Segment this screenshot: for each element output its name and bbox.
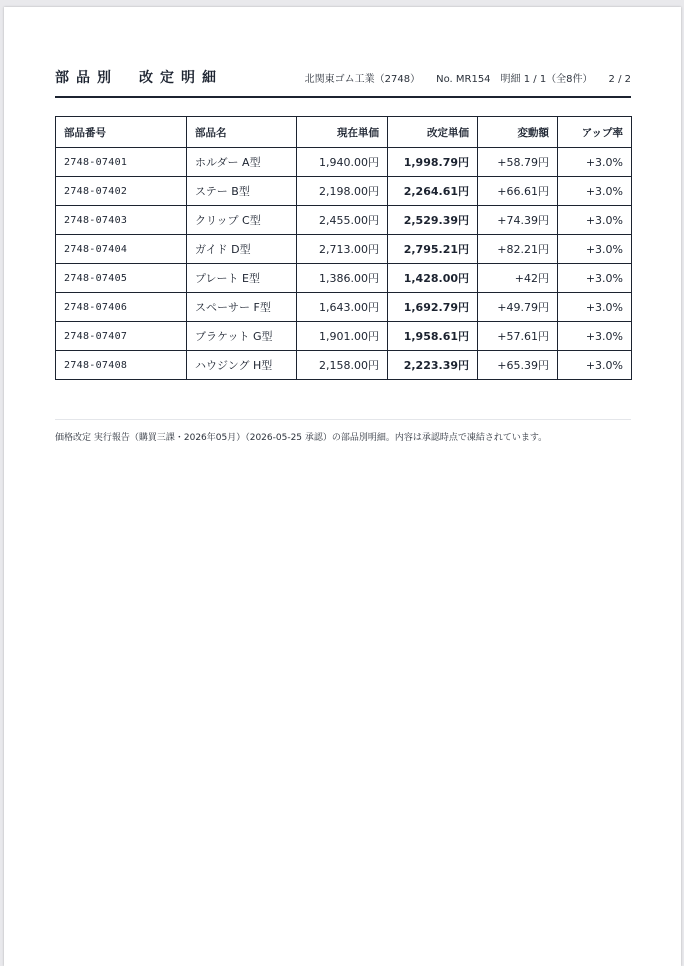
part-name-cell: プレート E型 — [187, 264, 297, 293]
column-header-part-name: 部品名 — [187, 117, 297, 148]
part-name-cell: ハウジング H型 — [187, 351, 297, 380]
table-row — [56, 322, 632, 351]
revised-price-cell: 1,428.00円 — [388, 264, 478, 293]
table-row — [56, 293, 632, 322]
part-number-cell: 2748-07407 — [56, 322, 187, 351]
column-header-increase-rate: アップ率 — [558, 117, 632, 148]
increase-rate-cell: +3.0% — [558, 206, 632, 235]
current-price-cell: 2,455.00円 — [297, 206, 388, 235]
part-number-cell: 2748-07402 — [56, 177, 187, 206]
revised-price-cell: 2,795.21円 — [388, 235, 478, 264]
page-header — [55, 66, 631, 98]
part-name-cell: ステー B型 — [187, 177, 297, 206]
table-header-row — [56, 117, 632, 148]
detail-range: 明細 1 / 1（全8件） — [500, 74, 593, 85]
change-amount-cell: +74.39円 — [478, 206, 558, 235]
parts-revision-table — [55, 116, 632, 380]
increase-rate-cell: +3.0% — [558, 264, 632, 293]
increase-rate-cell: +3.0% — [558, 148, 632, 177]
change-amount-cell: +49.79円 — [478, 293, 558, 322]
column-header-current-price: 現在単価 — [297, 117, 388, 148]
current-price-cell: 2,713.00円 — [297, 235, 388, 264]
increase-rate-cell: +3.0% — [558, 293, 632, 322]
current-price-cell: 1,386.00円 — [297, 264, 388, 293]
part-number-cell: 2748-07406 — [56, 293, 187, 322]
change-amount-cell: +65.39円 — [478, 351, 558, 380]
part-name-cell: ガイド D型 — [187, 235, 297, 264]
change-amount-cell: +66.61円 — [478, 177, 558, 206]
part-number-cell: 2748-07408 — [56, 351, 187, 380]
part-name-cell: クリップ C型 — [187, 206, 297, 235]
table-row — [56, 264, 632, 293]
revised-price-cell: 2,264.61円 — [388, 177, 478, 206]
current-price-cell: 1,940.00円 — [297, 148, 388, 177]
change-amount-cell: +57.61円 — [478, 322, 558, 351]
current-price-cell: 1,643.00円 — [297, 293, 388, 322]
part-number-cell: 2748-07403 — [56, 206, 187, 235]
revised-price-cell: 2,223.39円 — [388, 351, 478, 380]
increase-rate-cell: +3.0% — [558, 235, 632, 264]
part-name-cell: ブラケット G型 — [187, 322, 297, 351]
part-number-cell: 2748-07404 — [56, 235, 187, 264]
change-amount-cell: +58.79円 — [478, 148, 558, 177]
document-number: No. MR154 — [436, 74, 491, 85]
table-row — [56, 206, 632, 235]
footnote-divider — [55, 419, 631, 420]
table-row — [56, 235, 632, 264]
table-row — [56, 351, 632, 380]
current-price-cell: 2,158.00円 — [297, 351, 388, 380]
column-header-revised-price: 改定単価 — [388, 117, 478, 148]
part-name-cell: ホルダー A型 — [187, 148, 297, 177]
revised-price-cell: 1,692.79円 — [388, 293, 478, 322]
document-page — [4, 7, 681, 966]
table-row — [56, 148, 632, 177]
revised-price-cell: 2,529.39円 — [388, 206, 478, 235]
company-name: 北関東ゴム工業（2748） — [304, 74, 421, 85]
page-number: 2 / 2 — [608, 74, 631, 85]
part-number-cell: 2748-07401 — [56, 148, 187, 177]
table-row — [56, 177, 632, 206]
footnote-text: 価格改定 実行報告（購買三課・2026年05月）（2026-05-25 承認）の部品別明細。内容は承認時点で凍結されています。 — [55, 433, 548, 443]
change-amount-cell: +82.21円 — [478, 235, 558, 264]
increase-rate-cell: +3.0% — [558, 322, 632, 351]
column-header-part-number: 部品番号 — [56, 117, 187, 148]
change-amount-cell: +42円 — [478, 264, 558, 293]
column-header-change-amount: 変動額 — [478, 117, 558, 148]
header-meta — [305, 70, 631, 85]
revised-price-cell: 1,998.79円 — [388, 148, 478, 177]
increase-rate-cell: +3.0% — [558, 177, 632, 206]
revised-price-cell: 1,958.61円 — [388, 322, 478, 351]
current-price-cell: 2,198.00円 — [297, 177, 388, 206]
part-number-cell: 2748-07405 — [56, 264, 187, 293]
part-name-cell: スペーサー F型 — [187, 293, 297, 322]
current-price-cell: 1,901.00円 — [297, 322, 388, 351]
page-title: 部品別 改定明細 — [55, 70, 223, 86]
increase-rate-cell: +3.0% — [558, 351, 632, 380]
